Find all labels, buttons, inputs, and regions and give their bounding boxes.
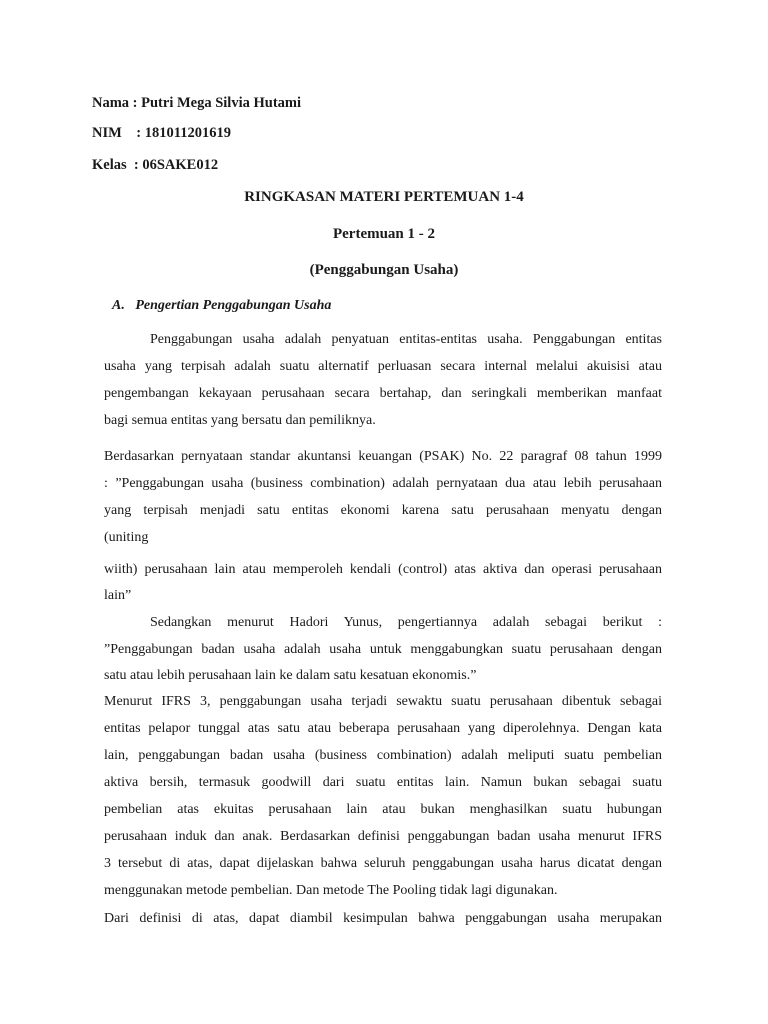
body-line: pembelian atas ekuitas perusahaan lain atau bukan menghasilkan suatu hubungan bbox=[104, 802, 662, 817]
document-title: RINGKASAN MATERI PERTEMUAN 1-4 bbox=[244, 189, 524, 205]
body-line: bagi semua entitas yang bersatu dan pemiliknya. bbox=[104, 413, 376, 428]
body-line: 3 tersebut di atas, dapat dijelaskan bahwa seluruh penggabungan usaha harus dicatat dengan bbox=[104, 856, 662, 871]
body-line: ”Penggabungan badan usaha adalah usaha untuk menggabungkan suatu perusahaan dengan bbox=[104, 642, 662, 657]
document-subtitle: Pertemuan 1 - 2 bbox=[332, 226, 436, 242]
body-line: usaha yang terpisah adalah suatu alternatif perluasan secara internal melalui akuisisi atau bbox=[104, 359, 662, 374]
body-line: satu atau lebih perusahaan lain ke dalam satu kesatuan ekonomis.” bbox=[104, 668, 477, 683]
student-name: Nama : Putri Mega Silvia Hutami bbox=[92, 95, 302, 111]
student-class: Kelas : 06SAKE012 bbox=[92, 157, 219, 173]
body-line: (uniting bbox=[104, 530, 149, 545]
body-line: entitas pelapor tunggal atas satu atau beberapa perusahaan yang diperolehnya. Dengan kata bbox=[104, 721, 662, 736]
body-line: lain, penggabungan badan usaha (business combination) adalah meliputi suatu pembelian bbox=[104, 748, 662, 763]
body-line: perusahaan induk dan anak. Berdasarkan definisi penggabungan badan usaha menurut IFRS bbox=[104, 829, 662, 844]
body-line: Menurut IFRS 3, penggabungan usaha terjadi sewaktu suatu perusahaan dibentuk sebagai bbox=[104, 694, 662, 709]
body-line: wiith) perusahaan lain atau memperoleh kendali (control) atas aktiva dan operasi perusahaan bbox=[104, 562, 662, 577]
body-line: yang terpisah menjadi satu entitas ekonomi karena satu perusahaan menyatu dengan bbox=[104, 503, 662, 518]
body-line: : ”Penggabungan usaha (business combination) adalah pernyataan dua atau lebih perusahaan bbox=[104, 476, 662, 491]
section-heading-a: A. Pengertian Penggabungan Usaha bbox=[112, 298, 332, 313]
body-line: menggunakan metode pembelian. Dan metode The Pooling tidak lagi digunakan. bbox=[104, 883, 558, 898]
student-nim: NIM : 181011201619 bbox=[92, 125, 231, 141]
body-line: Berdasarkan pernyataan standar akuntansi keuangan (PSAK) No. 22 paragraf 08 tahun 1999 bbox=[104, 449, 662, 464]
document-topic: (Penggabungan Usaha) bbox=[309, 262, 459, 278]
body-line: lain” bbox=[104, 588, 132, 603]
body-line: Sedangkan menurut Hadori Yunus, pengertiannya adalah sebagai berikut : bbox=[150, 615, 662, 630]
body-line: pengembangan kekayaan perusahaan secara bertahap, dan seringkali memberikan manfaat bbox=[104, 386, 662, 401]
body-line: Penggabungan usaha adalah penyatuan entitas-entitas usaha. Penggabungan entitas bbox=[150, 332, 662, 347]
body-line: aktiva bersih, termasuk goodwill dari suatu entitas lain. Namun bukan sebagai suatu bbox=[104, 775, 662, 790]
body-line: Dari definisi di atas, dapat diambil kesimpulan bahwa penggabungan usaha merupakan bbox=[104, 911, 662, 926]
